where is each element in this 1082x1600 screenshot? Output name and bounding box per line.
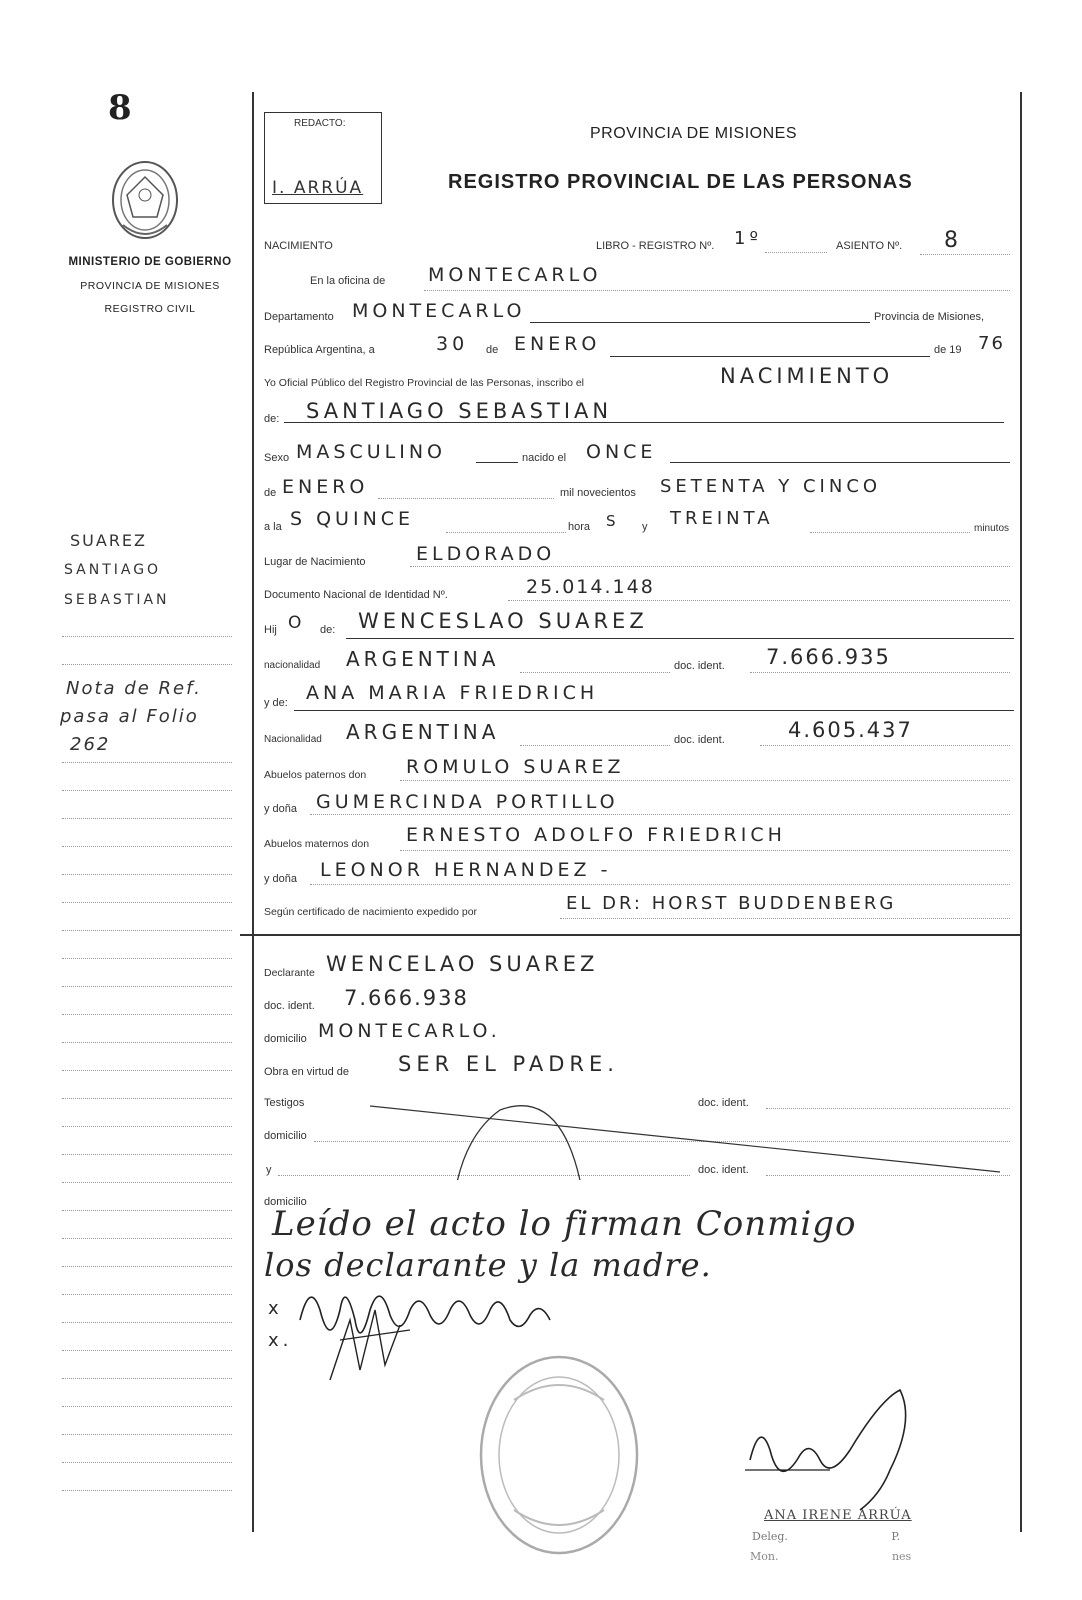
doc-father-value: 7.666.935 bbox=[766, 645, 891, 669]
underline bbox=[670, 462, 1010, 463]
asiento-label: ASIENTO Nº. bbox=[836, 240, 903, 252]
margin-dotted-line bbox=[62, 1350, 232, 1351]
testigos-domicilio-label-2: domicilio bbox=[264, 1196, 307, 1208]
dotted-line bbox=[750, 672, 1010, 673]
provincia-suffix: Provincia de Misiones, bbox=[874, 311, 985, 323]
mother-label: y de: bbox=[264, 697, 288, 709]
margin-note-line1: Nota de Ref. bbox=[66, 678, 202, 699]
dni-value: 25.014.148 bbox=[526, 576, 655, 598]
asiento-value: 8 bbox=[944, 228, 962, 253]
office-value: MONTECARLO bbox=[428, 264, 602, 286]
margin-dotted-line bbox=[62, 1126, 232, 1127]
dotted-line bbox=[765, 252, 827, 253]
abuela-mat-label: y doña bbox=[264, 873, 298, 885]
redacto-value: I. ARRÚA bbox=[272, 178, 364, 198]
libro-label: LIBRO - REGISTRO Nº. bbox=[596, 240, 715, 252]
header-registry: REGISTRO PROVINCIAL DE LAS PERSONAS bbox=[448, 171, 913, 193]
nacido-label: nacido el bbox=[522, 452, 567, 464]
margin-dotted-line bbox=[62, 1490, 232, 1491]
testigos-y-label: y bbox=[266, 1164, 272, 1176]
dotted-line bbox=[310, 814, 1010, 815]
testigos-domicilio-label: domicilio bbox=[264, 1130, 307, 1142]
abuelo-pat-value: ROMULO SUAREZ bbox=[406, 756, 625, 778]
dotted-line bbox=[424, 290, 1010, 291]
father-label: de: bbox=[320, 624, 336, 636]
margin-dotted-line bbox=[62, 636, 232, 637]
margin-dotted-line bbox=[62, 874, 232, 875]
underline bbox=[476, 462, 518, 463]
margin-dotted-line bbox=[62, 790, 232, 791]
signature-x-1: x bbox=[268, 1298, 283, 1319]
margin-dotted-line bbox=[62, 1210, 232, 1211]
hora-label: hora bbox=[568, 521, 591, 533]
day-value: 30 bbox=[436, 333, 469, 355]
dotted-line bbox=[560, 918, 1010, 919]
de2-label: de bbox=[264, 487, 277, 499]
sexo-value: MASCULINO bbox=[296, 441, 446, 463]
declarante-label: Declarante bbox=[264, 967, 315, 979]
inscribo-value: NACIMIENTO bbox=[720, 364, 894, 388]
margin-dotted-line bbox=[62, 1238, 232, 1239]
official-stamp bbox=[474, 1350, 644, 1560]
dotted-line bbox=[810, 532, 970, 533]
republic-label: República Argentina, a bbox=[264, 344, 375, 356]
doc-mother-label: doc. ident. bbox=[674, 734, 725, 746]
page-number: 8 bbox=[108, 88, 132, 128]
margin-dotted-line bbox=[62, 1266, 232, 1267]
margin-dotted-line bbox=[62, 1406, 232, 1407]
inscribo-label: Yo Oficial Público del Registro Provincial de las Personas, inscribo el bbox=[264, 377, 585, 389]
lugar-label: Lugar de Nacimiento bbox=[264, 556, 366, 568]
margin-dotted-line bbox=[62, 1294, 232, 1295]
dept-label: Departamento bbox=[264, 311, 334, 323]
year-words: SETENTA Y CINCO bbox=[660, 476, 882, 497]
margin-dotted-line bbox=[62, 1070, 232, 1071]
hijo-suffix: O bbox=[288, 613, 306, 633]
de-label: de bbox=[486, 344, 499, 356]
declarante-domicilio-value: MONTECARLO. bbox=[318, 1020, 501, 1042]
margin-dotted-line bbox=[62, 1434, 232, 1435]
ministry-province: PROVINCIA DE MISIONES bbox=[80, 280, 220, 292]
doc-mother-value: 4.605.437 bbox=[788, 718, 913, 742]
declarante-domicilio-label: domicilio bbox=[264, 1033, 307, 1045]
underline bbox=[294, 710, 1014, 711]
record-type-label: NACIMIENTO bbox=[264, 240, 333, 252]
hour-value: S QUINCE bbox=[290, 508, 415, 530]
nac-mother-label: Nacionalidad bbox=[264, 734, 322, 745]
margin-dotted-line bbox=[62, 818, 232, 819]
margin-dotted-line bbox=[62, 762, 232, 763]
declarante-value: WENCELAO SUAREZ bbox=[326, 952, 599, 976]
margin-note-line3: 262 bbox=[70, 734, 111, 755]
signatory-place: Mon. nes bbox=[750, 1550, 912, 1563]
signature-x-2: x. bbox=[268, 1330, 293, 1351]
mil-label: mil novecientos bbox=[560, 487, 636, 499]
margin-dotted-line bbox=[62, 846, 232, 847]
libro-value: 1º bbox=[734, 228, 762, 249]
office-label: En la oficina de bbox=[310, 275, 386, 287]
nac-father-value: ARGENTINA bbox=[346, 647, 500, 671]
dotted-line bbox=[760, 745, 1010, 746]
margin-dotted-line bbox=[62, 1014, 232, 1015]
margin-dotted-line bbox=[62, 930, 232, 931]
testigos-doc-label: doc. ident. bbox=[698, 1097, 749, 1109]
year-value: 76 bbox=[978, 333, 1005, 354]
mother-value: ANA MARIA FRIEDRICH bbox=[306, 682, 599, 704]
sexo-label: Sexo bbox=[264, 452, 290, 464]
dotted-line bbox=[310, 884, 1010, 885]
minutos-label: minutos bbox=[974, 523, 1010, 534]
underline bbox=[530, 322, 870, 323]
dotted-line bbox=[520, 745, 670, 746]
alas-label: a la bbox=[264, 521, 282, 533]
abuelo-mat-value: ERNESTO ADOLFO FRIEDRICH bbox=[406, 824, 786, 846]
ministry-office: REGISTRO CIVIL bbox=[104, 303, 196, 315]
minutes-value: TREINTA bbox=[670, 508, 774, 529]
margin-dotted-line bbox=[62, 958, 232, 959]
doc-father-label: doc. ident. bbox=[674, 660, 725, 672]
testigos-label: Testigos bbox=[264, 1097, 305, 1109]
margin-dotted-line bbox=[62, 1042, 232, 1043]
signatory-title: Deleg. P. bbox=[752, 1530, 901, 1543]
nac-father-label: nacionalidad bbox=[264, 660, 321, 671]
signatory-name: ANA IRENE ARRÚA bbox=[764, 1508, 912, 1523]
certificado-label: Según certificado de nacimiento expedido por bbox=[264, 906, 478, 918]
name-label: de: bbox=[264, 413, 280, 425]
dotted-line bbox=[378, 498, 554, 499]
margin-surname: SUAREZ bbox=[70, 531, 147, 550]
header-province: PROVINCIA DE MISIONES bbox=[590, 125, 797, 142]
dotted-line bbox=[410, 566, 1010, 567]
obra-value: SER EL PADRE. bbox=[398, 1052, 619, 1076]
coat-of-arms-icon bbox=[105, 155, 185, 245]
hijo-label: Hij bbox=[264, 624, 277, 636]
margin-dotted-line bbox=[62, 1154, 232, 1155]
y-label: y bbox=[642, 521, 648, 533]
testigos-doc-label-2: doc. ident. bbox=[698, 1164, 749, 1176]
abuela-pat-value: GUMERCINDA PORTILLO bbox=[316, 791, 619, 813]
margin-firstname: SANTIAGO bbox=[64, 562, 162, 578]
abuela-pat-label: y doña bbox=[264, 803, 298, 815]
margin-middlename: SEBASTIAN bbox=[64, 592, 170, 608]
nacido-value: ONCE bbox=[586, 441, 657, 463]
margin-dotted-line bbox=[62, 664, 232, 665]
name-value: SANTIAGO SEBASTIAN bbox=[306, 399, 613, 423]
margin-dotted-line bbox=[62, 1322, 232, 1323]
underline bbox=[346, 638, 1014, 639]
margin-dotted-line bbox=[62, 1098, 232, 1099]
closing-line-2: los declarante y la madre. bbox=[264, 1246, 712, 1284]
margin-dotted-line bbox=[62, 1378, 232, 1379]
hora-suffix: S bbox=[606, 512, 620, 530]
margin-note-line2: pasa al Folio bbox=[60, 706, 199, 727]
dept-value: MONTECARLO bbox=[352, 300, 526, 322]
margin-dotted-line bbox=[62, 1182, 232, 1183]
official-signature bbox=[740, 1380, 940, 1520]
underline bbox=[284, 422, 1004, 423]
obra-label: Obra en virtud de bbox=[264, 1066, 349, 1078]
closing-line-1: Leído el acto lo firman Conmigo bbox=[272, 1204, 857, 1244]
month2-value: ENERO bbox=[282, 476, 369, 498]
ministry-title: MINISTERIO DE GOBIERNO bbox=[68, 256, 232, 268]
redacto-label: REDACTO: bbox=[294, 118, 346, 129]
certificado-value: EL DR: HORST BUDDENBERG bbox=[566, 893, 897, 914]
declarante-doc-label: doc. ident. bbox=[264, 1000, 315, 1012]
abuelos-mat-label: Abuelos maternos don bbox=[264, 838, 370, 850]
underline bbox=[610, 356, 930, 357]
dotted-line bbox=[446, 532, 566, 533]
margin-dotted-line bbox=[62, 986, 232, 987]
margin-dotted-line bbox=[62, 1462, 232, 1463]
abuelos-pat-label: Abuelos paternos don bbox=[264, 769, 367, 781]
strike-lines bbox=[370, 1100, 1010, 1180]
margin-dotted-line bbox=[62, 902, 232, 903]
dotted-line bbox=[508, 600, 1010, 601]
declarante-doc-value: 7.666.938 bbox=[344, 986, 469, 1010]
dni-label: Documento Nacional de Identidad Nº. bbox=[264, 589, 448, 601]
dotted-line bbox=[520, 672, 670, 673]
lugar-value: ELDORADO bbox=[416, 543, 556, 565]
frame-left-border bbox=[252, 92, 254, 1532]
dotted-line bbox=[400, 780, 1010, 781]
father-value: WENCESLAO SUAREZ bbox=[358, 609, 648, 633]
month-value: ENERO bbox=[514, 333, 601, 355]
nac-mother-value: ARGENTINA bbox=[346, 720, 500, 744]
year-label: de 19 bbox=[934, 344, 962, 356]
abuela-mat-value: LEONOR HERNANDEZ - bbox=[320, 859, 612, 881]
dotted-line bbox=[400, 850, 1010, 851]
frame-right-border bbox=[1020, 92, 1022, 1532]
dotted-line bbox=[920, 254, 1010, 255]
section-divider bbox=[240, 934, 1022, 936]
